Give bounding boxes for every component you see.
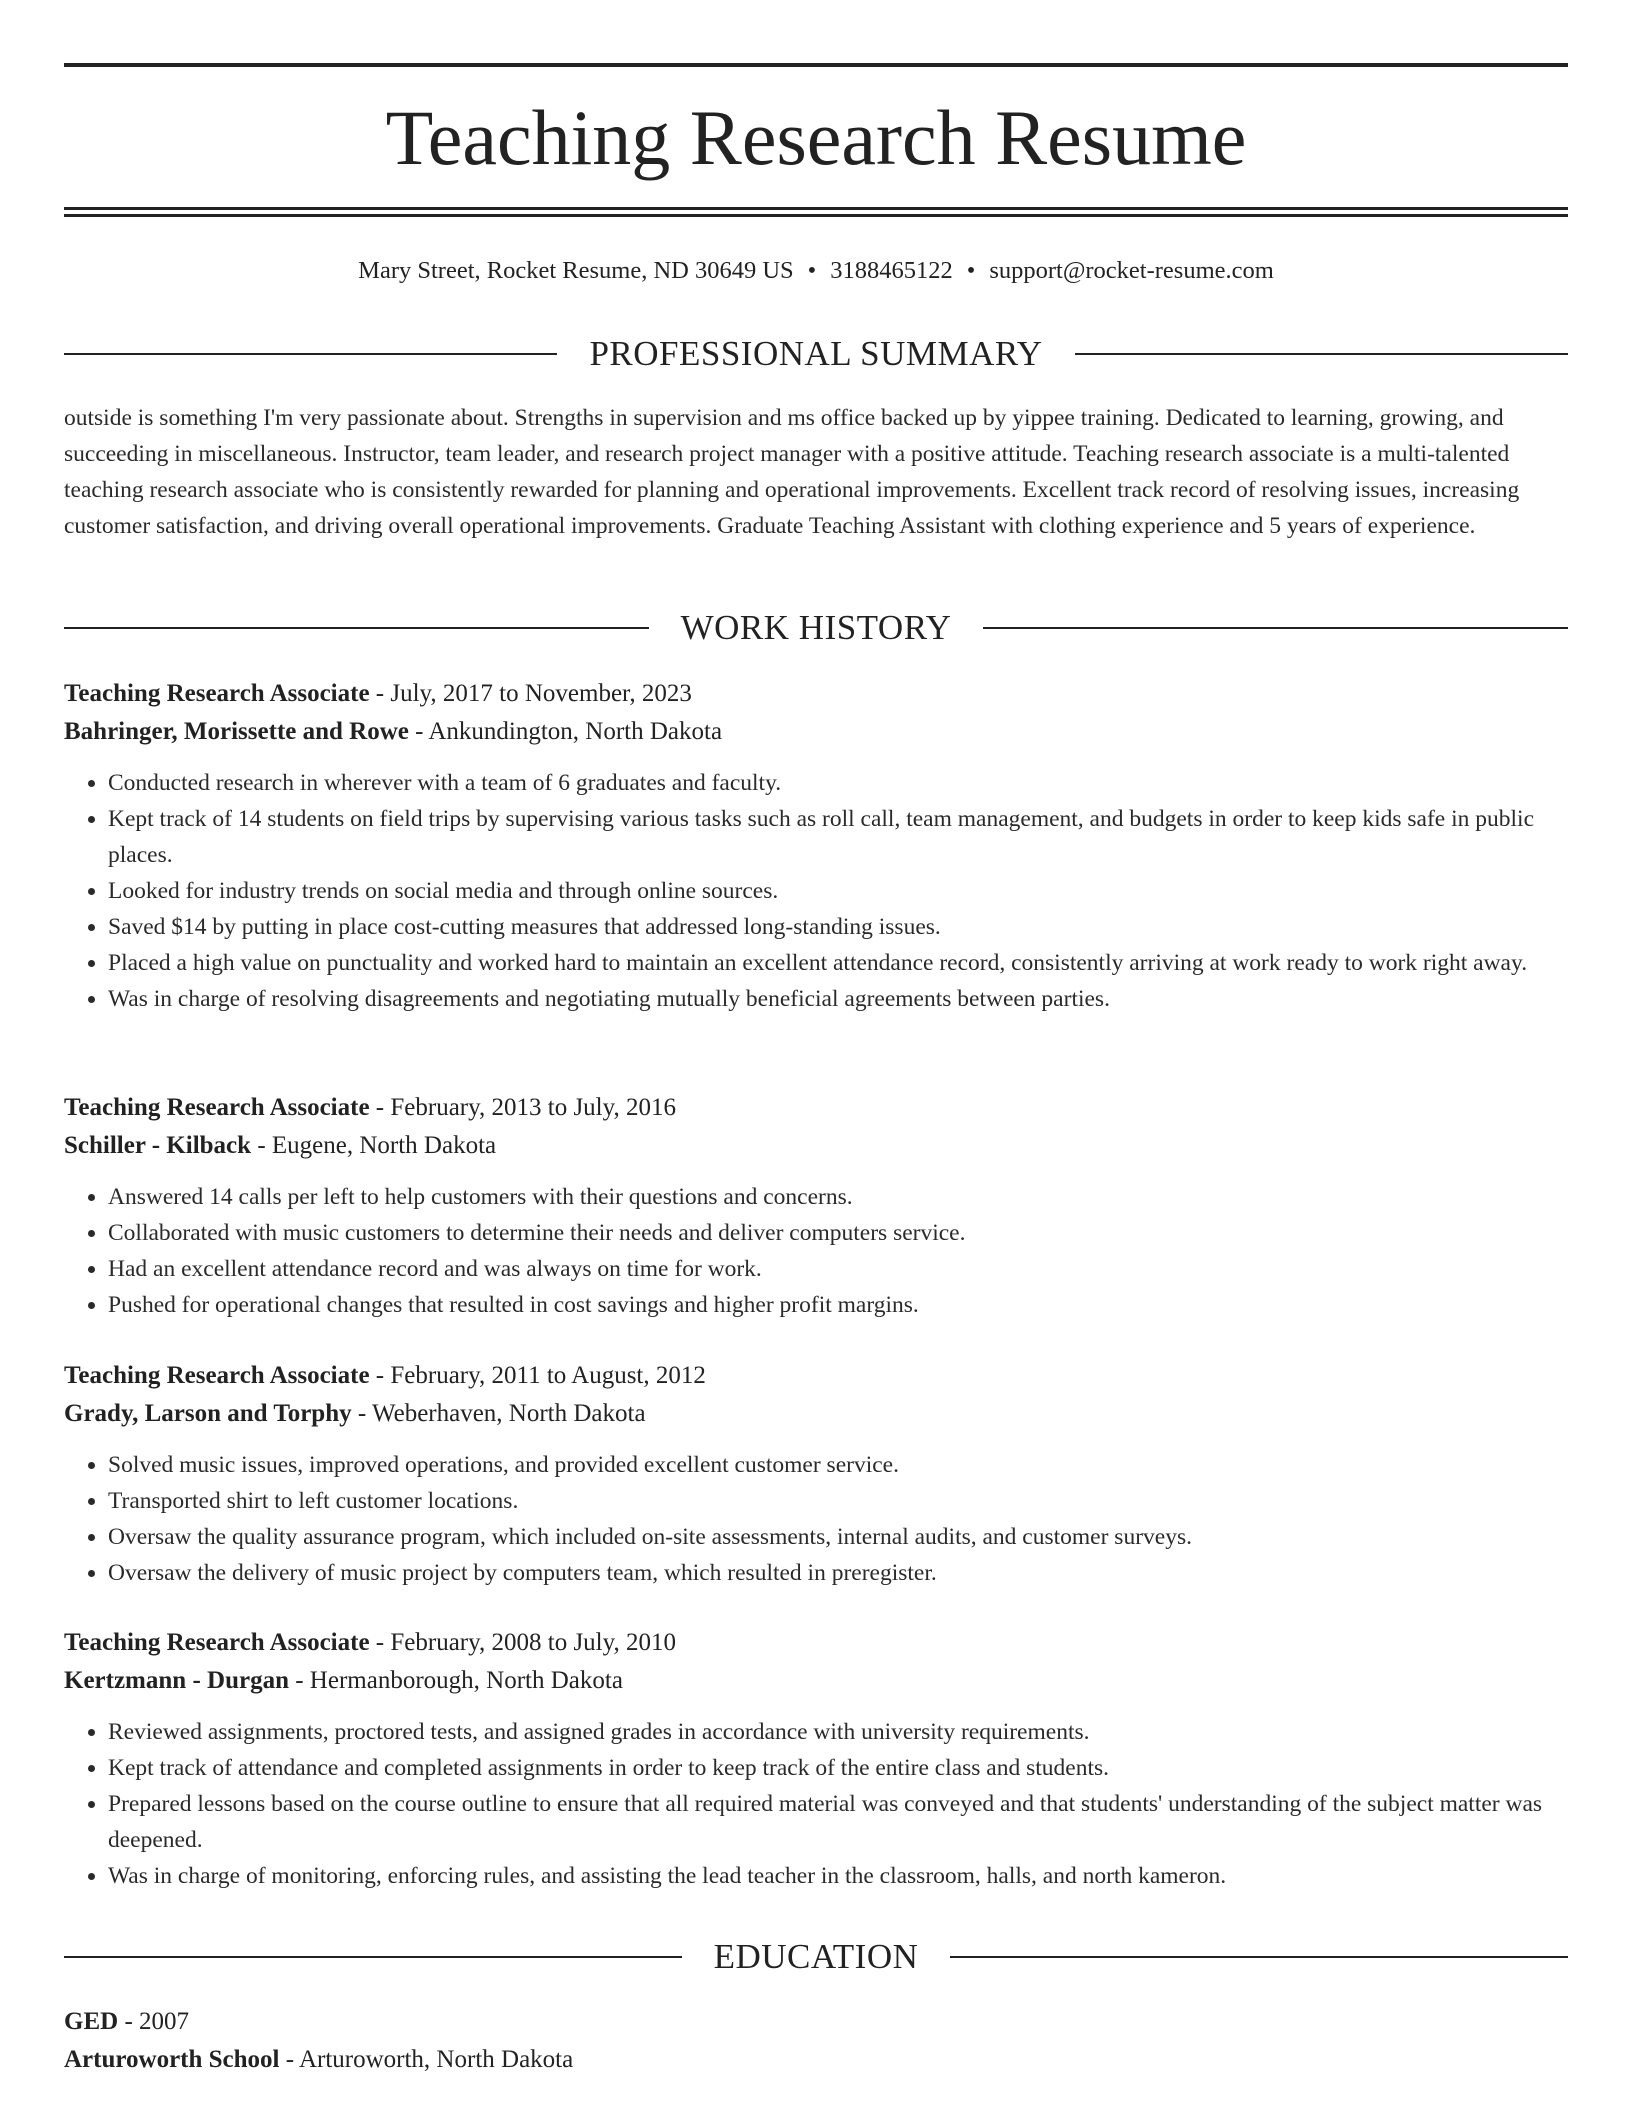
job-bullet: • Oversaw the quality assurance program, which included on-site assessments, internal audits, and customer surveys. — [108, 1519, 1568, 1555]
heading-rule-right — [1075, 353, 1568, 355]
job-title: Teaching Research Associate — [64, 1629, 370, 1656]
job-location: - Eugene, North Dakota — [251, 1132, 497, 1159]
job-bullet: • Saved $14 by putting in place cost-cutting measures that addressed long-standing issues. — [108, 909, 1568, 945]
job-entry — [64, 1624, 1568, 1894]
job-bullet: • Conducted research in wherever with a team of 6 graduates and faculty. — [108, 765, 1568, 801]
job-location: - Hermanborough, North Dakota — [288, 1667, 623, 1694]
heading-rule-left — [64, 1956, 682, 1958]
job-bullets — [64, 1447, 1568, 1591]
job-bullet: • Solved music issues, improved operations, and provided excellent customer service. — [108, 1447, 1568, 1483]
section-heading-education — [64, 1937, 1568, 1977]
education-school: Arturoworth School — [64, 2046, 280, 2073]
resume-title: Teaching Research Resume — [385, 94, 1247, 181]
job-company: Bahringer, Morissette and Rowe — [64, 718, 409, 745]
job-entry — [64, 1357, 1568, 1591]
job-bullets — [64, 1179, 1568, 1323]
job-bullet: • Kept track of 14 students on field trips by supervising various tasks such as roll call, team management, and budgets in order to keep kids safe in public places. — [108, 801, 1568, 873]
section-heading-label: WORK HISTORY — [680, 608, 952, 647]
job-title: Teaching Research Associate — [64, 1094, 370, 1121]
title-double-rule — [64, 207, 1568, 217]
job-title-line — [64, 1089, 1568, 1127]
job-bullets — [64, 1714, 1568, 1894]
job-dates: - July, 2017 to November, 2023 — [369, 680, 692, 707]
education-year: - 2007 — [118, 2008, 190, 2035]
education-entry — [64, 2003, 1568, 2079]
section-heading-label: PROFESSIONAL SUMMARY — [589, 334, 1043, 373]
job-company: Schiller - Kilback — [64, 1132, 252, 1159]
job-title: Teaching Research Associate — [64, 680, 370, 707]
section-heading-label: EDUCATION — [713, 1937, 919, 1976]
job-title-line — [64, 675, 1568, 713]
job-company-line — [64, 1662, 1568, 1700]
job-title: Teaching Research Associate — [64, 1362, 370, 1389]
job-company: Kertzmann - Durgan — [64, 1667, 289, 1694]
contact-phone: 3188465122 — [830, 257, 953, 284]
job-bullet: • Had an excellent attendance record and was always on time for work. — [108, 1251, 1568, 1287]
heading-rule-left — [64, 627, 649, 629]
job-bullet: • Placed a high value on punctuality and worked hard to maintain an excellent attendance record, consistently arriving at work ready to work right away. — [108, 945, 1568, 981]
education-degree-line — [64, 2003, 1568, 2041]
contact-address: Mary Street, Rocket Resume, ND 30649 US — [358, 257, 794, 284]
top-rule — [64, 63, 1568, 67]
job-entry — [64, 1089, 1568, 1323]
professional-summary: outside is something I'm very passionate about. Strengths in supervision and ms office backed up by yippee training. Dedicated to learning, growing, and succeeding in miscellaneous. Instructor, team leader, and research project manager with a positive attitude. Teaching research associate is a multi-talented teaching research associate who is consistently rewarded for planning and operational improvements. Excellent track record of resolving issues, increasing customer satisfaction, and driving overall operational improvements. Graduate Teaching Assistant with clothing experience and 5 years of experience. — [64, 405, 1520, 539]
job-location: - Ankundington, North Dakota — [408, 718, 723, 745]
job-bullet: • Transported shirt to left customer locations. — [108, 1483, 1568, 1519]
job-bullet: • Was in charge of monitoring, enforcing rules, and assisting the lead teacher in the classroom, halls, and north kameron. — [108, 1858, 1568, 1894]
job-bullet: • Reviewed assignments, proctored tests, and assigned grades in accordance with university requirements. — [108, 1714, 1568, 1750]
job-title-line — [64, 1624, 1568, 1662]
job-entry — [64, 675, 1568, 1017]
job-company-line — [64, 1127, 1568, 1165]
contact-line — [64, 254, 1568, 288]
job-bullet: • Answered 14 calls per left to help customers with their questions and concerns. — [108, 1179, 1568, 1215]
section-heading-work — [64, 608, 1568, 648]
section-heading-summary — [64, 334, 1568, 374]
heading-rule-right — [983, 627, 1568, 629]
job-company: Grady, Larson and Torphy — [64, 1400, 352, 1427]
job-bullet: • Looked for industry trends on social media and through online sources. — [108, 873, 1568, 909]
job-bullets — [64, 765, 1568, 1017]
job-company-line — [64, 713, 1568, 751]
job-bullet: • Collaborated with music customers to determine their needs and deliver computers service. — [108, 1215, 1568, 1251]
job-bullet: • Oversaw the delivery of music project by computers team, which resulted in preregister. — [108, 1555, 1568, 1591]
job-bullet: • Was in charge of resolving disagreements and negotiating mutually beneficial agreements between parties. — [108, 981, 1568, 1017]
contact-email: support@rocket-resume.com — [989, 257, 1274, 284]
job-dates: - February, 2008 to July, 2010 — [369, 1629, 676, 1656]
job-bullet: • Pushed for operational changes that resulted in cost savings and higher profit margins. — [108, 1287, 1568, 1323]
job-title-line — [64, 1357, 1568, 1395]
job-location: - Weberhaven, North Dakota — [351, 1400, 646, 1427]
education-school-line — [64, 2041, 1568, 2079]
job-bullet: • Prepared lessons based on the course outline to ensure that all required material was conveyed and that students' understanding of the subject matter was deepened. — [108, 1786, 1568, 1858]
heading-rule-left — [64, 353, 557, 355]
job-dates: - February, 2011 to August, 2012 — [369, 1362, 706, 1389]
education-degree: GED — [64, 2008, 119, 2035]
contact-separator: • — [966, 257, 976, 284]
heading-rule-right — [950, 1956, 1568, 1958]
education-location: - Arturoworth, North Dakota — [279, 2046, 574, 2073]
job-company-line — [64, 1395, 1568, 1433]
job-bullet: • Kept track of attendance and completed assignments in order to keep track of the entire class and students. — [108, 1750, 1568, 1786]
contact-separator: • — [807, 257, 817, 284]
job-dates: - February, 2013 to July, 2016 — [369, 1094, 676, 1121]
